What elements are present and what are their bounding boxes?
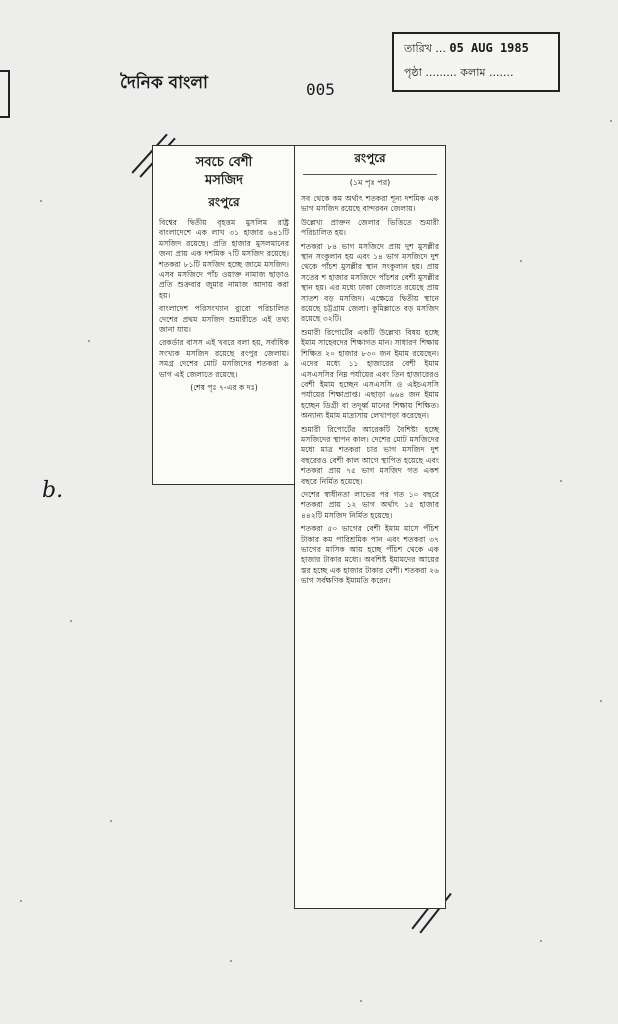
newspaper-name: দৈনিক বাংলা: [120, 73, 208, 93]
continuation-label: (১ম পৃঃ পর): [349, 178, 391, 187]
headline-line-2: মসজিদ: [205, 173, 243, 188]
stamp-date-label: তারিখ: [404, 42, 432, 55]
headline: রংপুরে: [303, 150, 437, 175]
stamp-column-label: কলাম: [460, 66, 486, 79]
article-paragraph: দেশের স্বাধীনতা লাভের পর গত ১০ বছরে শতকরা প্রায় ১২ ভাগ অর্থাৎ ১৫ হাজার ৪৪২টি মসজিদ নির্মিত হয়েছে।: [301, 489, 439, 520]
article-paragraph: বাংলাদেশ পরিসংখ্যান ব্যুরো পরিচালিত দেশের প্রথম মসজিদ শুমারীতে এই তথ্য জানা যায়।: [159, 304, 289, 335]
subheadline: রংপুরে: [208, 195, 240, 209]
page-number: 005: [306, 80, 335, 99]
left-margin-bracket: [0, 70, 10, 118]
article-clipping-left: [152, 145, 296, 485]
article-paragraph: বিশ্বের দ্বিতীয় বৃহত্তম মুসলিম রাষ্ট্র বাংলাদেশে এক লাখ ৩১ হাজার ৬৪১টি মসজিদ রয়েছে। প্রতি হাজার মুসলমানের জন্য প্রায় এক দশমিক ৭টি মসজিদ রয়েছে। শতকরা ৮১টি মসজিদ হচ্ছে জামে মসজিদ। এসব মসজিদে পাঁচ ওয়াক্ত নামাজ ছাড়াও প্রতি শুক্রবার জুমার নামাজ আদায় করা হয়।: [159, 218, 289, 300]
article-paragraph: সব থেকে কম অর্থাৎ শতকরা শূন্য দশমিক এক ভাগ মসজিদ রয়েছে বান্দরবন জেলায়।: [301, 194, 439, 214]
article-paragraph: শতকরা ৮৪ ভাগ মসজিদে প্রায় দুশ মুসল্লীর স্থান সংকুলান হয় এবং ১৪ ভাগ মসজিদে দুশ থেকে পাঁচশ মুসল্লীর স্থান সংকুলান হয়। প্রায় সতের শ হাজার মসজিদে পাঁচশর বেশী মুসল্লীর স্থান হয়। এর মধ্যে ঢাকা জেলাতে রয়েছে প্রায় সাতশ বড় মসজিদ। এক্ষেত্রে দ্বিতীয় স্থানে রয়েছে চট্টগ্রাম জেলা। কুমিল্লাতে বড় মসজিদ রয়েছে ৩২টি।: [301, 241, 439, 324]
continuation-note: (শেষ পৃঃ ৭-এর ক দঃ): [190, 383, 258, 393]
handwritten-margin-mark: b.: [42, 478, 64, 503]
archive-stamp: তারিখ ... 05 AUG 1985 পৃষ্ঠা ......... কলাম .......: [392, 32, 560, 92]
article-paragraph: শতকরা ৫০ ভাগের বেশী ইমাম মাসে পঁচিশ টাকার কম পারিশ্রমিক পান এবং শতকরা ৩৭ ভাগের মাসিক আয় হচ্ছে পঁচিশ থেকে এক হাজার টাকার মধ্যে। অবশিষ্ট ইমামদের আয়ের স্তর হচ্ছে এক হাজার টাকার বেশী। শতকরা ২৬ ভাগ সর্বক্ষণিক ইমামতি করেন।: [301, 524, 439, 586]
article-paragraph: শুমারী রিপোর্টের একটি উল্লেখ্য বিষয় হচ্ছে ইমাম সাহেবদের শিক্ষাগত মান। সাধারণ শিক্ষায় শিক্ষিত ২০ হাজার ৮৩০ জন ইমাম রয়েছেন। এদের মধ্যে ১১ হাজারের বেশী ইমাম এসএসসির নিম্ন পর্যায়ের এবং তিন হাজারেরও বেশী ইমাম হচ্ছেন এসএসসি ও এইচএসসি পর্যায়ের শিক্ষাপ্রাপ্ত। এছাড়া ৬৬৪ জন ইমাম হচ্ছেন ডিগ্রী বা তদূর্ধ্ব মানের শিক্ষায় শিক্ষিত। অন্যান্য ইমাম মাদ্রাসায় লেখাপড়া করেছেন।: [301, 327, 439, 421]
article-clipping-right: [294, 145, 446, 909]
stamp-page-label: পৃষ্ঠা: [404, 66, 422, 79]
stamp-date-value: 05 AUG 1985: [449, 41, 529, 55]
article-paragraph: শুমারী রিপোর্টের আরেকটি বৈশিষ্ট্য হচ্ছে মসজিদের স্থাপন কাল। দেশের মোট মসজিদের মধ্যে মাত্র শতকরা চার ভাগ মসজিদ দুশ বছরেরও বেশী কাল আগে স্থাপিত হয়েছে এবং শতকরা প্রায় ৭৫ ভাগ মসজিদ গত একশ বছরে নির্মিত হয়েছে।: [301, 424, 439, 486]
headline-line-1: সবচে বেশী: [195, 155, 253, 170]
article-paragraph: উল্লেখ্য প্রাক্তন জেলার ভিত্তিতে শুমারী পরিচালিত হয়।: [301, 217, 439, 238]
article-paragraph: রেকর্ডার বাসস এই খবরে বলা হয়, সর্বাধিক সংখ্যক মসজিদ রয়েছে রংপুর জেলায়। সমগ্র দেশের মোট মসজিদের শতকরা ৯ ভাগ এই জেলাতে রয়েছে।: [159, 338, 289, 379]
